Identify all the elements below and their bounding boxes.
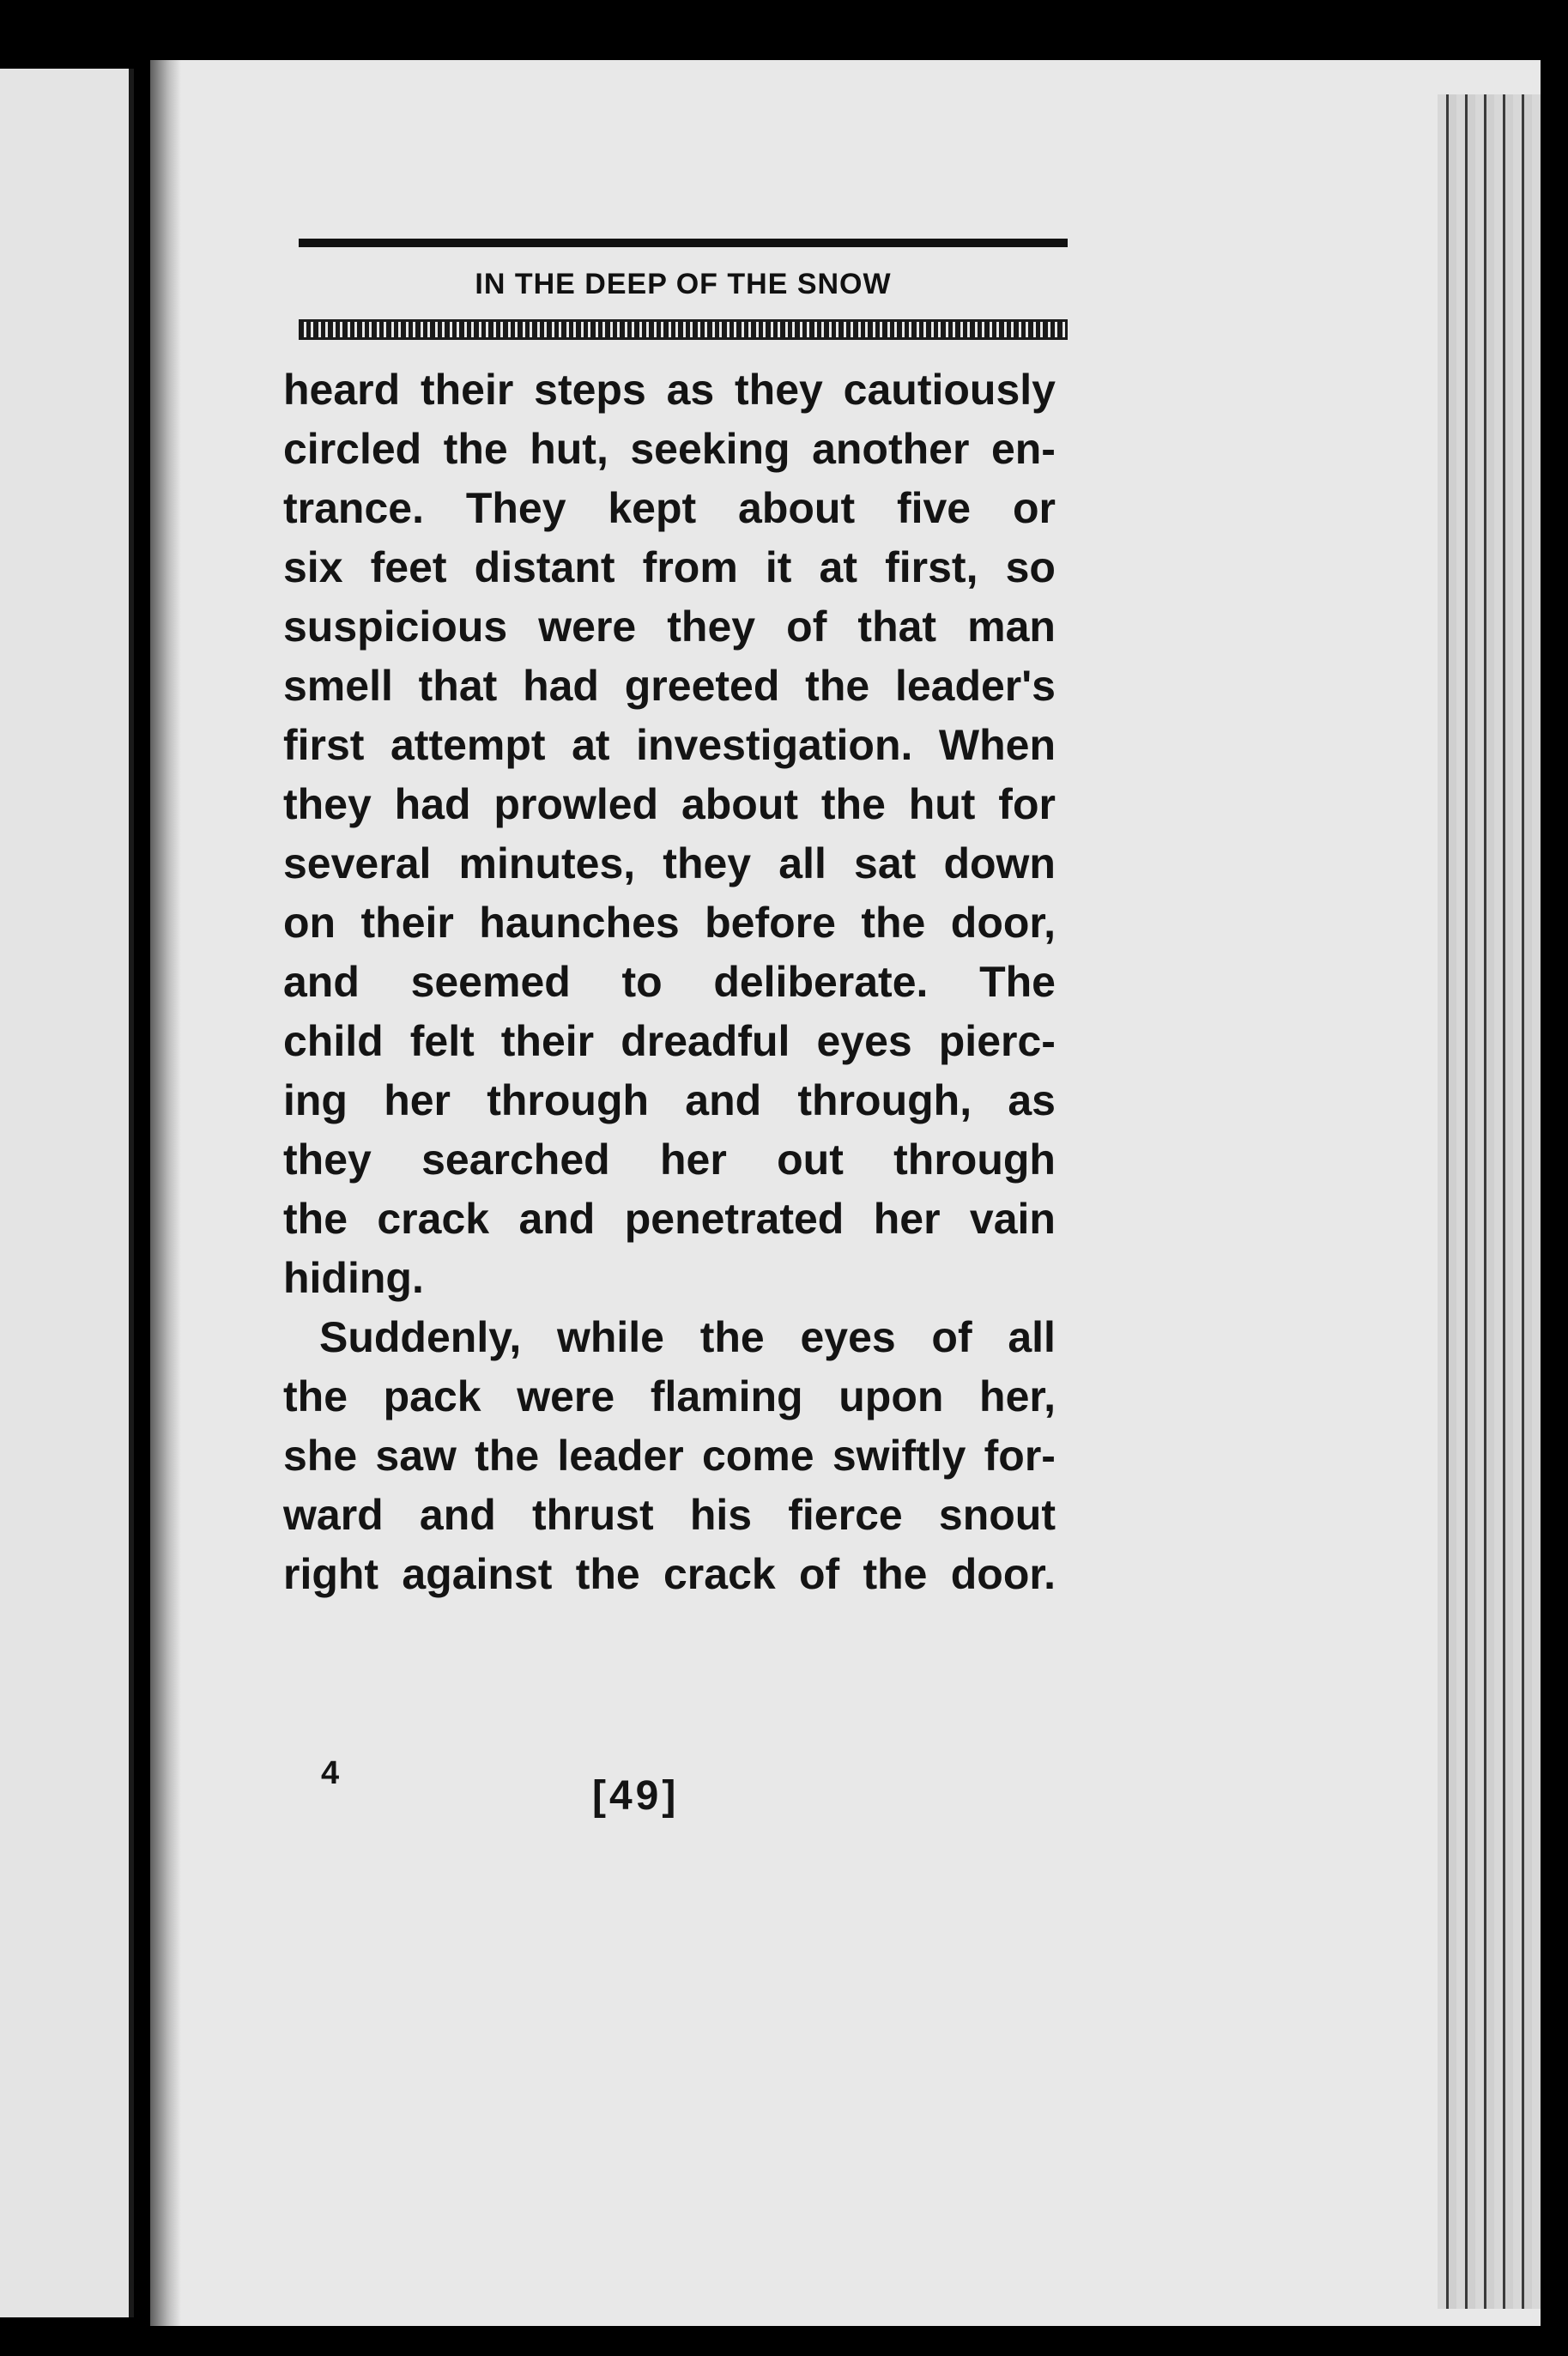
word: suspicious	[283, 603, 508, 651]
word: child	[283, 1017, 384, 1065]
word: circled	[283, 425, 422, 473]
text-line-19	[283, 1426, 1056, 1486]
text-line-16: hiding.	[283, 1254, 424, 1302]
word: cautiously	[843, 366, 1056, 414]
word: the	[699, 1313, 765, 1361]
word: felt	[409, 1017, 475, 1065]
word: feet	[370, 543, 447, 591]
word: as	[1008, 1076, 1056, 1124]
word: upon	[838, 1372, 944, 1420]
word: first,	[885, 543, 978, 591]
word: vain	[969, 1195, 1056, 1243]
header-rule	[299, 239, 1068, 247]
word: the	[863, 1550, 928, 1598]
word: attempt	[390, 721, 546, 769]
word: smell	[283, 662, 393, 710]
word: pierc-	[938, 1017, 1056, 1065]
word: they	[283, 1136, 372, 1184]
word: prowled	[493, 780, 659, 828]
text-line-17	[283, 1308, 1056, 1367]
word: and	[283, 958, 360, 1006]
word: her	[873, 1195, 941, 1243]
word: before	[705, 899, 836, 947]
word: crack	[377, 1195, 490, 1243]
word: They	[465, 484, 566, 532]
word: his	[689, 1491, 753, 1539]
text-line-10	[283, 893, 1056, 953]
word: man	[967, 603, 1056, 651]
word: through,	[797, 1076, 972, 1124]
text-line-15	[283, 1190, 1056, 1249]
word: so	[1005, 543, 1056, 591]
word: for-	[984, 1432, 1056, 1480]
text-line-11	[283, 953, 1056, 1012]
word: their	[420, 366, 514, 414]
text-line-7	[283, 716, 1056, 775]
text-line-9	[283, 834, 1056, 893]
word: for	[998, 780, 1056, 828]
word: leader	[557, 1432, 684, 1480]
text-line-8	[283, 775, 1056, 834]
word: kept	[608, 484, 697, 532]
word: on	[283, 899, 336, 947]
word: saw	[375, 1432, 457, 1480]
word: her	[660, 1136, 727, 1184]
signature-mark: 4	[321, 1755, 340, 1791]
word: and	[419, 1491, 496, 1539]
word: seeking	[630, 425, 790, 473]
word: about	[738, 484, 856, 532]
word: seemed	[410, 958, 571, 1006]
text-line-3	[283, 479, 1056, 538]
word: they	[663, 839, 752, 887]
page-edges	[1438, 94, 1541, 2309]
word: deliberate.	[713, 958, 929, 1006]
word: the	[805, 662, 870, 710]
word: steps	[534, 366, 646, 414]
word: from	[642, 543, 738, 591]
word: and	[518, 1195, 596, 1243]
text-line-13	[283, 1071, 1056, 1130]
word: hut,	[530, 425, 608, 473]
text-line-4	[283, 538, 1056, 597]
word: they	[735, 366, 823, 414]
word: the	[820, 780, 886, 828]
word: Suddenly,	[319, 1313, 522, 1361]
word: of	[931, 1313, 972, 1361]
word: all	[778, 839, 826, 887]
word: had	[523, 662, 599, 710]
facing-page-edge	[0, 69, 134, 2317]
word: five	[896, 484, 972, 532]
word: or	[1012, 484, 1056, 532]
word: ing	[283, 1076, 348, 1124]
body-text	[283, 360, 1056, 1604]
word: the	[575, 1550, 640, 1598]
word: to	[621, 958, 663, 1006]
word: down	[943, 839, 1056, 887]
word: their	[500, 1017, 595, 1065]
text-line-20	[283, 1486, 1056, 1545]
word: were	[517, 1372, 615, 1420]
word: their	[360, 899, 454, 947]
page-footer	[283, 1755, 1056, 1819]
word: snout	[938, 1491, 1056, 1539]
text-line-21	[283, 1545, 1056, 1604]
word: fierce	[788, 1491, 903, 1539]
word: the	[861, 899, 926, 947]
word: through	[893, 1136, 1056, 1184]
word: all	[1008, 1313, 1056, 1361]
text-line-12	[283, 1012, 1056, 1071]
word: against	[402, 1550, 553, 1598]
word: the	[475, 1432, 540, 1480]
word: they	[283, 780, 372, 828]
word: that	[418, 662, 498, 710]
word: minutes,	[458, 839, 636, 887]
word: swiftly	[832, 1432, 966, 1480]
word: sat	[854, 839, 917, 887]
word: door.	[950, 1550, 1056, 1598]
word: of	[786, 603, 827, 651]
word: haunches	[479, 899, 680, 947]
word: pack	[383, 1372, 481, 1420]
word: eyes	[800, 1313, 896, 1361]
word: come	[701, 1432, 814, 1480]
word: the	[443, 425, 508, 473]
word: investigation.	[636, 721, 913, 769]
word: six	[283, 543, 343, 591]
word: en-	[990, 425, 1056, 473]
text-line-5	[283, 597, 1056, 657]
text-line-18	[283, 1367, 1056, 1426]
word: she	[283, 1432, 358, 1480]
word: about	[681, 780, 799, 828]
word: through	[487, 1076, 650, 1124]
word: distant	[474, 543, 615, 591]
word: as	[666, 366, 715, 414]
word: flaming	[650, 1372, 803, 1420]
word: The	[979, 958, 1056, 1006]
word: ward	[283, 1491, 384, 1539]
word: of	[798, 1550, 840, 1598]
word: while	[556, 1313, 664, 1361]
word: trance.	[283, 484, 424, 532]
word: the	[283, 1372, 348, 1420]
word: right	[283, 1550, 379, 1598]
word: crack	[663, 1550, 776, 1598]
text-line-2	[283, 420, 1056, 479]
text-line-14	[283, 1130, 1056, 1190]
word: door,	[950, 899, 1056, 947]
word: at	[572, 721, 610, 769]
word: the	[283, 1195, 348, 1243]
word: at	[819, 543, 858, 591]
word: that	[857, 603, 937, 651]
word: dreadful	[621, 1017, 790, 1065]
running-head: IN THE DEEP OF THE SNOW	[475, 268, 892, 300]
word: greeted	[624, 662, 780, 710]
ornamental-rule	[299, 319, 1068, 340]
word: When	[938, 721, 1056, 769]
word: first	[283, 721, 365, 769]
word: searched	[421, 1136, 610, 1184]
word: heard	[283, 366, 401, 414]
word: and	[685, 1076, 762, 1124]
word: several	[283, 839, 432, 887]
word: another	[812, 425, 970, 473]
word: thrust	[531, 1491, 654, 1539]
word: out	[777, 1136, 844, 1184]
word: leader's	[894, 662, 1056, 710]
word: were	[538, 603, 637, 651]
word: her,	[979, 1372, 1056, 1420]
text-line-1	[283, 360, 1056, 420]
text-line-6	[283, 657, 1056, 716]
word: they	[667, 603, 756, 651]
word: eyes	[816, 1017, 912, 1065]
word: her	[384, 1076, 451, 1124]
word: hut	[908, 780, 976, 828]
word: penetrated	[624, 1195, 845, 1243]
page-number: [49]	[592, 1773, 680, 1819]
word: had	[394, 780, 471, 828]
word: it	[765, 543, 792, 591]
spine-shadow	[150, 60, 181, 2326]
